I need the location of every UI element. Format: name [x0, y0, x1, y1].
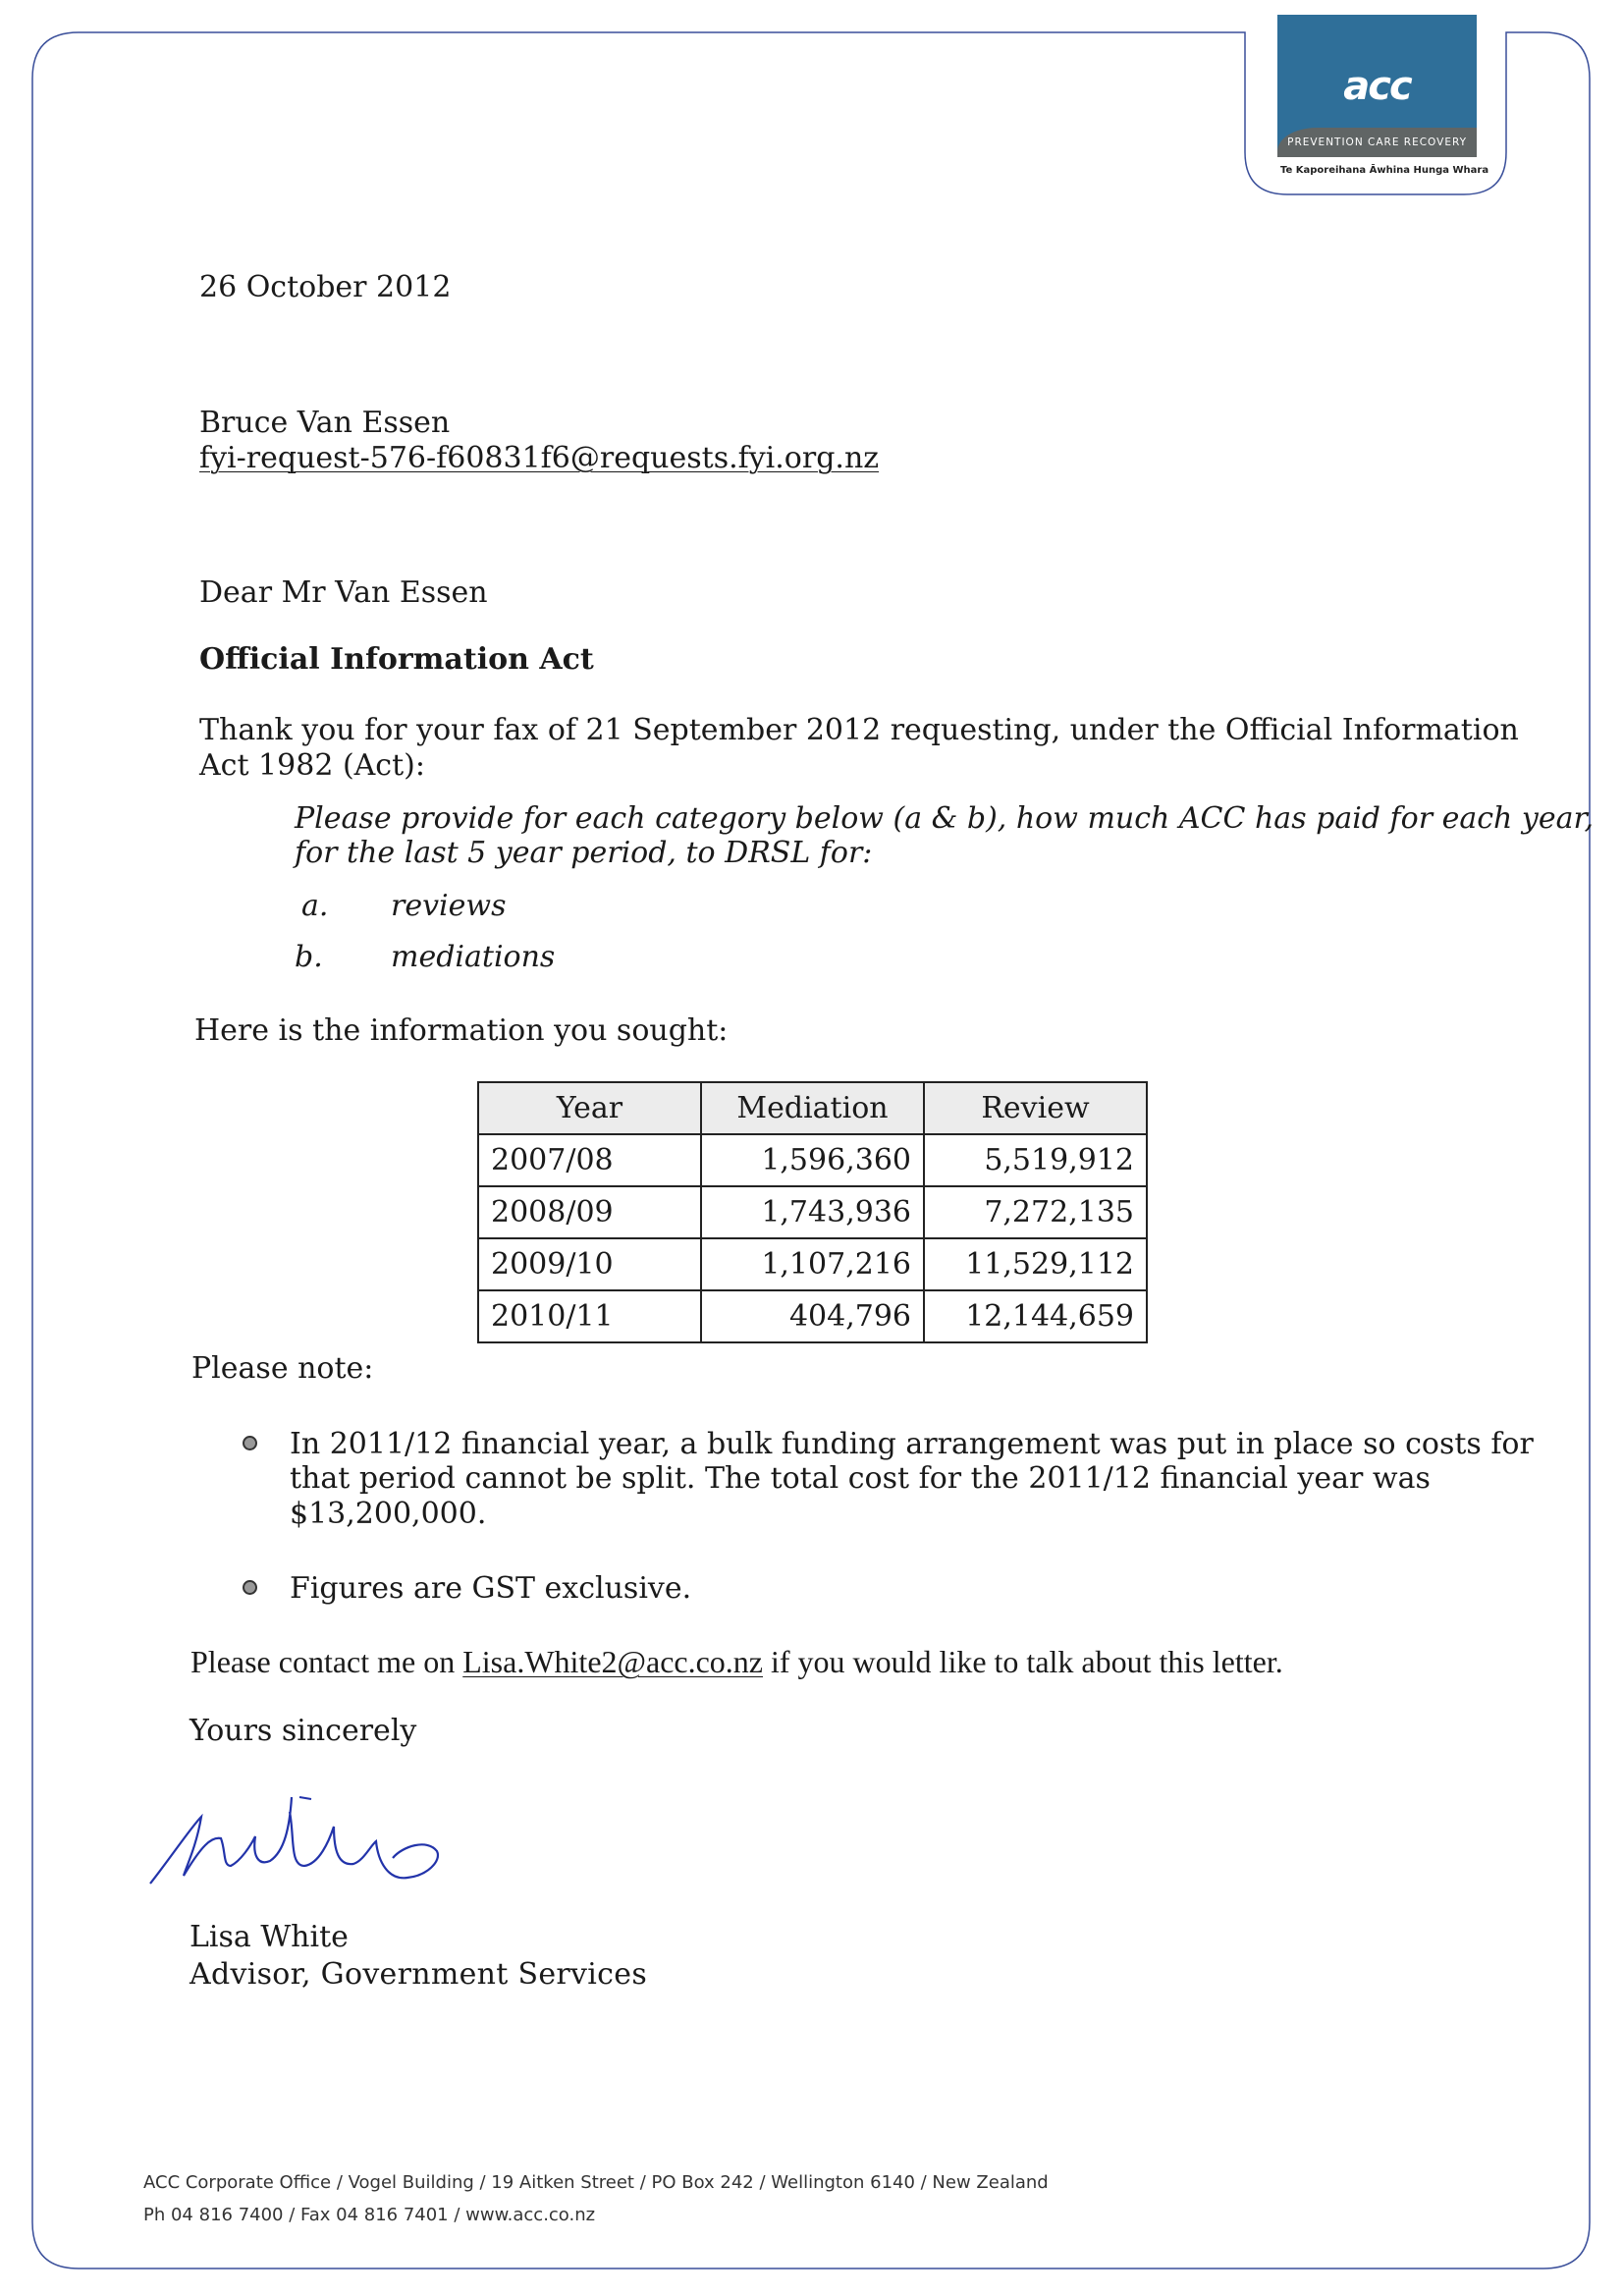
header-year: Year [478, 1082, 701, 1134]
contact-after: if you would like to talk about this letter. [763, 1644, 1283, 1679]
logo-mark: acc [1343, 64, 1411, 109]
request-item-text: reviews [391, 889, 507, 923]
cell-mediation: 1,107,216 [701, 1238, 924, 1290]
contact-line [190, 1646, 1283, 1677]
cell-review: 5,519,912 [924, 1134, 1147, 1186]
table-row [478, 1290, 1147, 1342]
request-quote-line: for the last 5 year period, to DRSL for: [295, 836, 873, 870]
table-row [478, 1134, 1147, 1186]
footer-contact: Ph 04 816 7400 / Fax 04 816 7401 / www.acc.co.nz [143, 2205, 596, 2225]
request-quote-line: Please provide for each category below (a & b), how much ACC has paid for each year, [295, 801, 1595, 836]
note-line: that period cannot be split. The total cost for the 2011/12 financial year was [290, 1461, 1431, 1496]
cell-year: 2007/08 [478, 1134, 701, 1186]
header-review: Review [924, 1082, 1147, 1134]
cell-mediation: 1,596,360 [701, 1134, 924, 1186]
cell-year: 2010/11 [478, 1290, 701, 1342]
signatory-name: Lisa White [189, 1920, 349, 1954]
bullet-icon [243, 1580, 257, 1595]
cell-year: 2009/10 [478, 1238, 701, 1290]
signatory-title: Advisor, Government Services [189, 1957, 648, 1992]
header-mediation: Mediation [701, 1082, 924, 1134]
table-header-row [478, 1082, 1147, 1134]
salutation: Dear Mr Van Essen [199, 575, 488, 610]
note-label: Please note: [191, 1351, 374, 1386]
footer-address: ACC Corporate Office / Vogel Building / 19 Aitken Street / PO Box 242 / Wellington 6140 / New Zealand [143, 2172, 1049, 2193]
signature-image [142, 1768, 476, 1905]
cell-mediation: 1,743,936 [701, 1186, 924, 1238]
acc-logo [1277, 15, 1477, 157]
intro-line: Thank you for your fax of 21 September 2012 requesting, under the Official Information [199, 713, 1519, 747]
request-item-text: mediations [391, 940, 556, 974]
logo-tagline: Te Kaporeihana Āwhina Hunga Whara [1280, 165, 1489, 176]
intro-line: Act 1982 (Act): [199, 748, 425, 783]
payments-table [477, 1081, 1148, 1343]
table-row [478, 1238, 1147, 1290]
cell-year: 2008/09 [478, 1186, 701, 1238]
cell-review: 7,272,135 [924, 1186, 1147, 1238]
cell-review: 12,144,659 [924, 1290, 1147, 1342]
table-row [478, 1186, 1147, 1238]
contact-before: Please contact me on [190, 1644, 463, 1679]
letter-heading: Official Information Act [199, 642, 594, 677]
request-item-marker: b. [295, 940, 323, 974]
cell-mediation: 404,796 [701, 1290, 924, 1342]
recipient-name: Bruce Van Essen [199, 406, 451, 440]
lead-text: Here is the information you sought: [194, 1013, 729, 1048]
contact-email-link[interactable]: Lisa.White2@acc.co.nz [462, 1644, 763, 1679]
note-line: $13,200,000. [290, 1497, 487, 1531]
closing: Yours sincerely [189, 1714, 417, 1748]
recipient-email-link[interactable]: fyi-request-576-f60831f6@requests.fyi.org.nz [199, 441, 880, 475]
letter-date: 26 October 2012 [199, 270, 452, 304]
logo-band: PREVENTION CARE RECOVERY [1277, 128, 1477, 157]
note-line: Figures are GST exclusive. [290, 1571, 692, 1606]
note-line: In 2011/12 financial year, a bulk funding arrangement was put in place so costs for [290, 1427, 1534, 1461]
cell-review: 11,529,112 [924, 1238, 1147, 1290]
request-item-marker: a. [301, 889, 329, 923]
bullet-icon [243, 1436, 257, 1450]
